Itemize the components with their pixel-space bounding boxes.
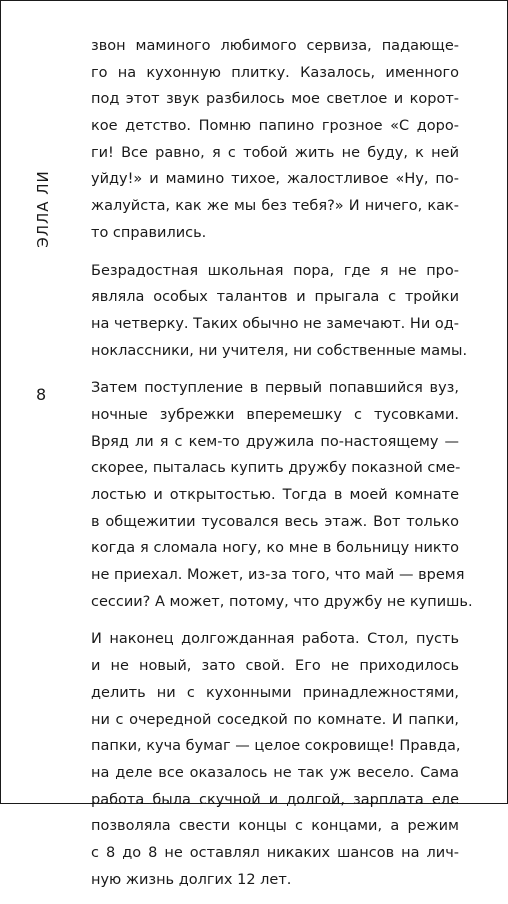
paragraph xyxy=(91,375,473,615)
page-number: 8 xyxy=(36,385,47,404)
text-line: И наконец долгожданная работа. Стол, пусть xyxy=(91,631,459,648)
text-line: кое детство. Помню папино грозное «С доро- xyxy=(91,118,459,135)
paragraph xyxy=(91,33,459,247)
text-line: под этот звук разбилось мое светлое и корот- xyxy=(91,91,459,108)
text-line: позволяла свести концы с концами, а режим xyxy=(91,818,459,835)
text-line: ни с очередной соседкой по комнате. И папки, xyxy=(91,711,459,728)
text-line: звон маминого любимого сервиза, падающе- xyxy=(91,38,459,54)
text-line: и не новый, зато свой. Его не приходилось xyxy=(91,658,459,675)
text-line: ноклассники, ни учителя, ни собственные мамы. xyxy=(91,342,468,359)
text-line: в общежитии тусовался весь этаж. Вот только xyxy=(91,513,459,530)
author-name: ЭЛЛА ЛИ xyxy=(34,170,52,248)
running-head xyxy=(31,169,55,249)
text-line: жалуйста, как же мы без тебя?» И ничего, как- xyxy=(91,198,459,215)
text-line: не приехал. Может, из-за того, что май — время xyxy=(91,567,465,584)
text-line: на четверку. Таких обычно не замечают. Ни од- xyxy=(91,315,459,332)
text-line: ную жизнь долгих 12 лет. xyxy=(91,871,292,888)
paragraph xyxy=(91,258,468,365)
text-line: с 8 до 8 не оставлял никаких шансов на лич- xyxy=(91,844,459,861)
paragraph xyxy=(91,626,459,893)
text-line: Безрадостная школьная пора, где я не про- xyxy=(91,262,459,279)
text-line: уйду!» и мамино тихое, жалостливое «Ну, по- xyxy=(91,171,459,188)
text-line: то справились. xyxy=(91,224,207,241)
text-line: являла особых талантов и прыгала с тройки xyxy=(91,289,459,306)
text-line: сессии? А может, потому, что дружбу не купишь. xyxy=(91,593,473,610)
text-line: го на кухонную плитку. Казалось, именного xyxy=(91,64,459,81)
text-line: когда я сломала ногу, ко мне в больницу никто xyxy=(91,540,459,557)
text-line: ночные зубрежки вперемешку с тусовками. xyxy=(91,406,459,423)
body-text xyxy=(91,33,473,904)
text-line: лостью и открытостью. Тогда в моей комнате xyxy=(91,487,459,503)
text-line: Вряд ли я с кем-то дружила по-настоящему — xyxy=(91,433,459,450)
text-line: скорее, пыталась купить дружбу показной сме- xyxy=(91,460,461,477)
text-line: на деле все оказалось не так уж весело. Сама xyxy=(91,764,459,781)
text-line: работа была скучной и долгой, зарплата еле xyxy=(91,791,459,808)
text-line: Затем поступление в первый попавшийся вуз, xyxy=(91,380,459,397)
text-line: ги! Все равно, я с тобой жить не буду, к ней xyxy=(91,144,459,161)
text-line: делить ни с кухонными принадлежностями, xyxy=(91,684,459,701)
text-line: папки, куча бумаг — целое сокровище! Правда, xyxy=(91,738,461,755)
